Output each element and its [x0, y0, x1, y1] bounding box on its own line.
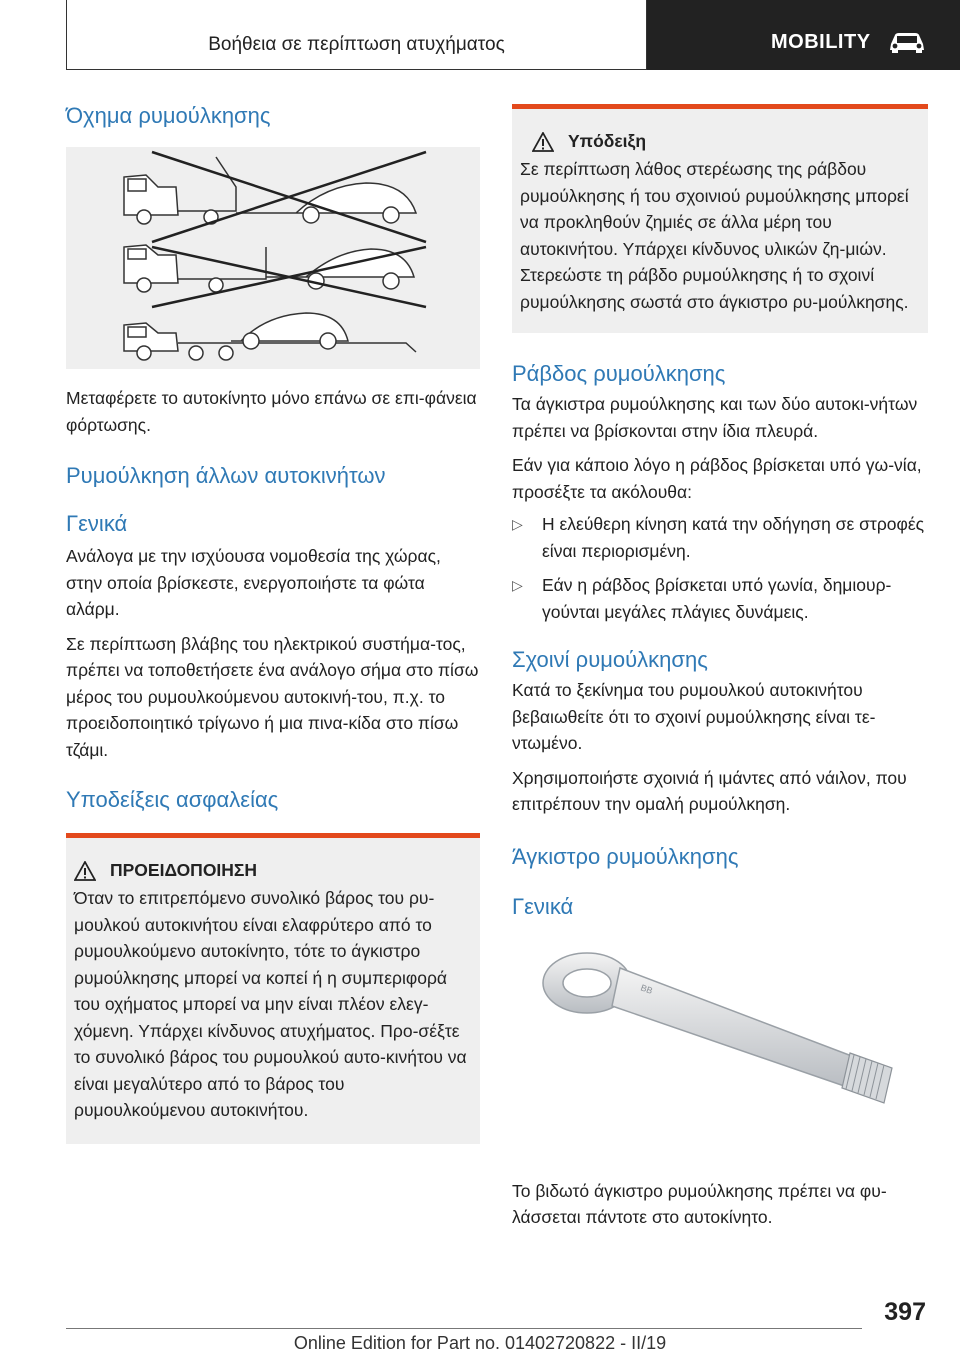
towing-vehicle-text: Μεταφέρετε το αυτοκίνητο μόνο επάνω σε επι-φάνεια φόρτωσης. — [66, 388, 477, 435]
note-text: Σε περίπτωση λάθος στερέωσης της ράβδου ρυμούλκησης ή του σχοινιού ρυμούλκησης μπορεί να προκληθούν ζημιές σε άλλα μέρη του αυτοκινήτου. Υπάρχει κίνδυνος υλικών ζη-μιών. Στερεώστε τη ράβδο ρυμούλκησης ή το σχοινί ρυμούλκησης σωστά στο άγκιστρο ρυ-μούλκησης. — [520, 159, 909, 312]
right-column — [512, 104, 928, 1231]
left-column — [66, 100, 480, 1144]
list-item: ▷ Η ελεύθερη κίνηση κατά την οδήγηση σε στροφές είναι περιορισμένη. — [512, 511, 928, 564]
heading-other-towing: Ρυμούλκηση άλλων αυτοκινήτων — [66, 463, 386, 488]
heading-towing-vehicle: Όχημα ρυμούλκησης — [66, 103, 271, 128]
triangle-bullet-icon: ▷ — [512, 577, 523, 593]
tow-hook-text: Το βιδωτό άγκιστρο ρυμούλκησης πρέπει να φυ-λάσσεται πάντοτε στο αυτοκίνητο. — [512, 1180, 887, 1227]
note-header — [520, 131, 920, 152]
tow-bar-list — [512, 511, 928, 625]
heading-general: Γενικά — [66, 511, 128, 536]
note-triangle-icon — [532, 132, 554, 152]
footer-edition: Online Edition for Part no. 01402720822 - II/19 — [293, 1333, 667, 1353]
general-paragraph-2: Σε περίπτωση βλάβης του ηλεκτρικού συστήμα-τος, πρέπει να τοποθετήσετε ένα ανάλογο σήμα στο πίσω μέρος του ρυμουλκούμενου αυτοκινή-του, π.χ. το προειδοποιητικό τρίγωνο ή μια πινα-κίδα στο πίσω τζάμι. — [66, 633, 479, 760]
triangle-bullet-icon: ▷ — [512, 516, 523, 532]
general-paragraph-1: Ανάλογα με την ισχύουσα νομοθεσία της χώρας, στην οποία βρίσκεστε, ενεργοποιήστε τα φώτα αλάρμ. — [66, 546, 441, 619]
warning-text: Όταν το επιτρεπόμενο συνολικό βάρος του ρυ-μουλκού αυτοκινήτου είναι ελαφρύτερο από το ρυμουλκούμενο αυτοκίνητο, τότε το άγκιστρο ρυμούλκησης μπορεί να κοπεί ή η συμπεριφορά του οχήματος μπορεί να μην είναι πλέον ελεγ-χόμενη. Υπάρχει κίνδυνος ατυχήματος. Προ-σέξτε το συνολικό βάρος του ρυμουλκού αυτο-κινήτου να είναι μεγαλύτερο από το βάρος του ρυμουλκούμενου αυτοκινήτου. — [74, 888, 467, 1120]
tow-rope-paragraph-2: Χρησιμοποιήστε σχοινιά ή ιμάντες από νάιλον, που επιτρέπουν την ομαλή ρυμούλκηση. — [512, 767, 907, 814]
tow-bar-paragraph-2: Εάν για κάποιο λόγο η ράβδος βρίσκεται υπό γω-νία, προσέξτε τα ακόλουθα: — [512, 455, 922, 502]
warning-box — [66, 833, 480, 1144]
heading-tow-bar: Ράβδος ρυμούλκησης — [512, 361, 726, 386]
warning-triangle-icon — [74, 861, 96, 881]
warning-label: ΠΡΟΕΙΔΟΠΟΙΗΣΗ — [110, 860, 258, 880]
page-number: 397 — [884, 1298, 926, 1326]
section-tab-label: MOBILITY — [771, 31, 871, 53]
heading-tow-hook: Άγκιστρο ρυμούλκησης — [512, 843, 739, 869]
towing-vehicles-illustration — [66, 147, 480, 369]
list-item: ▷ Εάν η ράβδος βρίσκεται υπό γωνία, δημιουρ-γούνται μεγάλες πλάγιες δυνάμεις. — [512, 572, 928, 625]
footer-divider — [66, 1328, 862, 1329]
warning-header — [74, 860, 472, 881]
tow-hook-illustration — [512, 938, 928, 1148]
header-chapter-box — [66, 0, 647, 70]
heading-tow-rope: Σχοινί ρυμούλκησης — [512, 647, 708, 672]
svg-text:BB: BB — [639, 981, 655, 996]
section-tab-mobility[interactable] — [647, 0, 960, 70]
tow-bar-paragraph-1: Τα άγκιστρα ρυμούλκησης και των δύο αυτοκι-νήτων πρέπει να βρίσκονται στην ίδια πλευρά. — [512, 394, 918, 441]
note-label: Υπόδειξη — [568, 131, 647, 151]
tow-rope-paragraph-1: Κατά το ξεκίνημα του ρυμουλκού αυτοκινήτου βεβαιωθείτε ότι το σχοινί ρυμούλκησης είναι τε-ντωμένο. — [512, 680, 876, 753]
heading-hook-general: Γενικά — [512, 893, 574, 919]
note-box — [512, 104, 928, 333]
chapter-title: Βοήθεια σε περίπτωση ατυχήματος — [208, 34, 505, 55]
heading-safety: Υποδείξεις ασφαλείας — [66, 787, 279, 812]
car-icon — [887, 30, 927, 54]
